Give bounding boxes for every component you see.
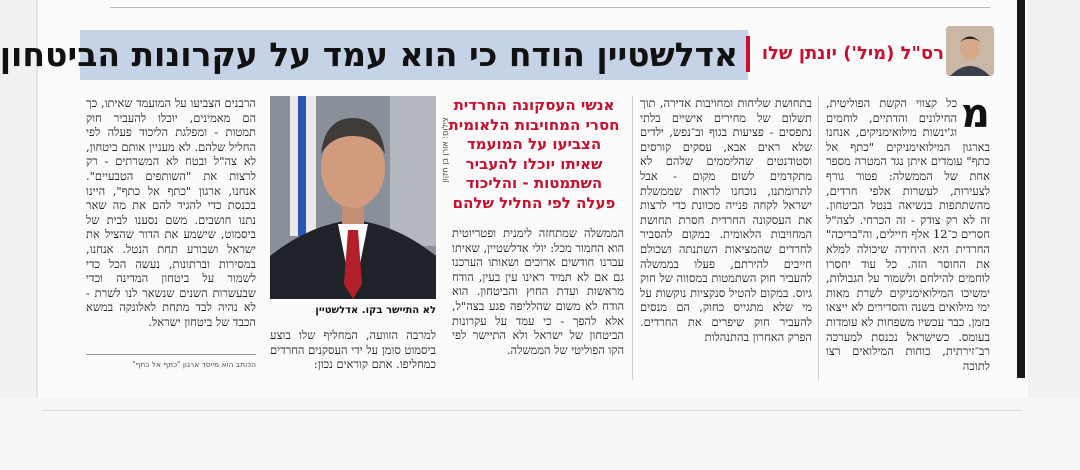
article-headline: אדלשטיין הודח כי הוא עמד על עקרונות הביטחון [0,35,738,74]
article-column-1 [826,96,990,386]
drop-cap: מ [961,96,990,137]
photo-credit-text: צילום: אורן בן חקון [440,117,450,183]
column-3-text: הממשלה שמתחזה לימנית ופטריוטית הוא החמור מכל: יולי אדלשטיין, שאיתו עברנו חודשים ארוכים ושאותו הערכנו גם אם לא תמיד ראינו עין בעין, הודח מראשות ועדת החוץ והביטחון. הוא הודח לא משום שהלליפה פגע בצה"ל, אלא להפך - כי עמד על עקרונות הביטחון של ישראל ולא התיישר לפי הקו הפוליטי של הממשלה. [452,226,624,357]
page-bottom-margin [0,398,1080,470]
author-note: הכותב הוא מייסד ארגון "כתף אל כתף" [132,360,256,369]
column-1-text: כל קצווי הקשת הפוליטית, החילונים והדתיים, לוחמים וג'ינשות מילואימניקים, אנחנו בארגון המילואימניקים "כתף אל כתף" עומדים איתן נגד המטרה מספר אחת של הממשלה: פטור גורף לצעירות, לעשרות אלפי חרדים, מהשתתפות בנשיאה בנטל הביטחון. זה לא רק צודק - זה הכרחי. לצה"ל חסרים כ־12 אלף חיילים, וה"בריכה" החרדית היא היחידה שיכולה למלא את החוסר הזה. כל עוד יחסרו לוחמים להילחם ולשמור על הגבולות, ימשיכו המילואימניקים לשרת מאות ימי מילואים בשנה והסדירים לא ייצאו בזמן. כבר עכשיו משפחות לא עומדות בעומס. כשישראל נכנסת למערכה רב־זירתית, כוחות המילואים רצו לתוכה [826,96,990,373]
article-column-5 [86,96,256,350]
photo-caption: לא התיישר בקו. אדלשטיין [315,305,436,316]
pull-quote: אנשי העסקונה החרדית חסרי המחויבות הלאומית הצביעו על המועמד שאיתו יוכלו להעביר השתמטות - והליכוד פעלה לפי החליל שלהם [448,96,620,212]
column-4-text: למרבה הזוועה, המחליף שלו בוצע ביסמוט סומן על ידי העסקנים החרדים כמחליפו. אתם קוראים נכון: [270,328,436,372]
bottom-rule [42,410,1022,411]
article-photo [270,96,436,299]
byline-accent-bar [746,36,750,72]
article-column-2 [640,96,812,386]
column-divider [818,96,819,380]
article-column-3 [452,226,624,386]
footer-rule [86,354,256,355]
top-rule [110,7,990,8]
photo-credit [438,95,452,205]
article-column-4 [270,328,436,386]
column-divider [632,96,633,380]
author-avatar [946,26,994,76]
column-5-text: הרבנים הצביעו על המועמד שאיתו, כך הם מאמינים, יוכלו להעביר חוק תמטות - ומפלגת הליכוד פעלה לפי החליל שלהם. לא מעניין אותם ביטחון, לא צה"ל ובטח לא המשרתים - רק לרצות את "השותפים הטבעיים". אנחנו, ארגון "כתף אל כתף", היינו בכנסת כדי להגיד להם את מה שאר נתנו חושבים. משם נסענו לבית של ביסמוט, שישמע את הדור שהציל את ישראל ושבורע תחת הנטל. אנחנו, במסירות וברתונות, נעשה הכל כדי לשמור על ביטחון המדינה וכדי שבעשרות השנים שנשאר לנו לשרת - לא נהיה לבד מתחת לאלונקה במשא הכבד של ביטחון ישראל. [86,96,256,329]
page-spine-bar [1017,0,1025,378]
author-byline: רס"ל (מיל') יונתן שלו [761,43,944,64]
column-2-text: בתחושת שליחות ומחויבות אדירה, תוך תשלום של מחירים אישיים בלתי נתפסים - פציעות בגוף וב־נפש, ילדים שלא ראים אבא, עסקים קורסים וסטודנטים שהליממים שלהם לא מתקדמים לשום מקום - אבל לתרומתנו, נוכחנו לראות שממשלת ישראל לקחה פנייה מכוונת כדי לרצות את העסקונה החרדית חסרת תחושת המחויבות הלאומית. במקום להסביר לחרדים שהמציאות השתנתה ושכולם חייבים להירתם, פעלו בממשלה להעביר חוק השתמטות במסווה של חוק גיוס. במקום להטיל סנקציות נוקשות על מי שלא מתגייס כחוק, הם מנסים להעביר חוק שיפרים את החרדים. הפרק האחרון בהתנהלות [640,96,812,344]
